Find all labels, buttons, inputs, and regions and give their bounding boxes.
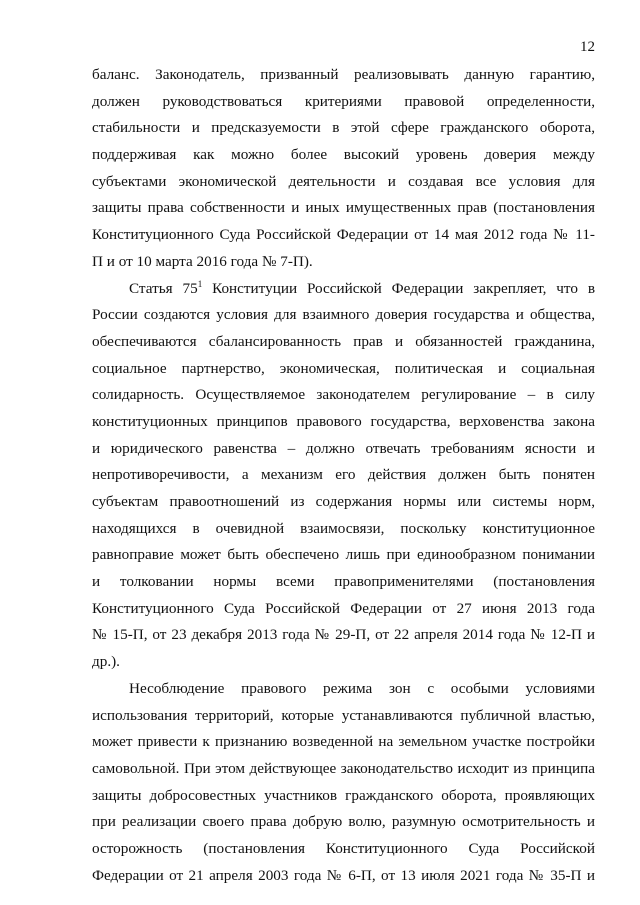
text-line: равноправие может быть обеспечено лишь при единообразном понимании	[92, 546, 595, 564]
text-line: должен руководствоваться критериями правовой определенности,	[92, 92, 595, 110]
text-line: солидарность. Осуществляемое законодателем регулирование – в силу	[92, 386, 595, 404]
text-line: России создаются условия для взаимного доверия государства и общества,	[92, 306, 595, 324]
text-line: использования территорий, которые устанавливаются публичной властью,	[92, 706, 595, 724]
text-line: баланс. Законодатель, призванный реализовывать данную гарантию,	[92, 66, 595, 83]
text-line: № 15-П, от 23 декабря 2013 года № 29-П, от 22 апреля 2014 года № 12-П и	[92, 626, 595, 644]
document-body	[92, 62, 595, 889]
text-line: обеспечиваются сбалансированность прав и обязанностей гражданина,	[92, 332, 595, 350]
text-line: непротиворечивости, а механизм его действия должен быть понятен	[92, 466, 595, 484]
text-line: поддерживая как можно более высокий уровень доверия между	[92, 146, 595, 164]
text-line: защиты права собственности и иных имущественных прав (постановления	[92, 199, 595, 217]
text-line: субъектам правоотношений из содержания нормы или системы норм,	[92, 493, 595, 510]
text-line: может привести к признанию возведенной на земельном участке постройки	[92, 733, 595, 751]
text-line: самовольной. При этом действующее законодательство исходит из принципа	[92, 759, 595, 777]
text-run: Конституции Российской Федерации закрепляет, что в	[202, 279, 595, 297]
text-line: др.).	[92, 653, 120, 671]
text-line: и юридического равенства – должно отвечать требованиям ясности и	[92, 439, 595, 457]
paragraph	[92, 276, 595, 676]
superscript: 1	[197, 278, 203, 289]
text-line: Конституционного Суда Российской Федерации от 27 июня 2013 года	[92, 599, 595, 617]
text-line: осторожность (постановления Конституционного Суда Российской	[92, 839, 595, 857]
text-line: Федерации от 21 апреля 2003 года № 6-П, от 13 июля 2021 года № 35-П и	[92, 866, 595, 884]
paragraph	[92, 676, 595, 890]
text-line: социальное партнерство, экономическая, политическая и социальная	[92, 359, 595, 377]
text-line: защиты добросовестных участников гражданского оборота, проявляющих	[92, 786, 595, 804]
text-line	[92, 276, 595, 303]
text-run: Статья 75	[129, 279, 198, 297]
text-line: стабильности и предсказуемости в этой сфере гражданского оборота,	[92, 119, 595, 137]
text-line: субъектами экономической деятельности и создавая все условия для	[92, 172, 595, 190]
text-line: и толковании нормы всеми правоприменителями (постановления	[92, 573, 595, 591]
paragraph	[92, 62, 595, 276]
text-line: Несоблюдение правового режима зон с особыми условиями	[129, 679, 595, 697]
page-number: 12	[580, 39, 595, 55]
text-line: находящихся в очевидной взаимосвязи, поскольку конституционное	[92, 519, 595, 537]
text-line: П и от 10 марта 2016 года № 7-П).	[92, 252, 313, 270]
text-line: Конституционного Суда Российской Федерации от 14 мая 2012 года № 11-	[92, 226, 595, 244]
text-line: конституционных принципов правового государства, верховенства закона	[92, 412, 595, 430]
text-line: при реализации своего права добрую волю, разумную осмотрительность и	[92, 813, 595, 831]
